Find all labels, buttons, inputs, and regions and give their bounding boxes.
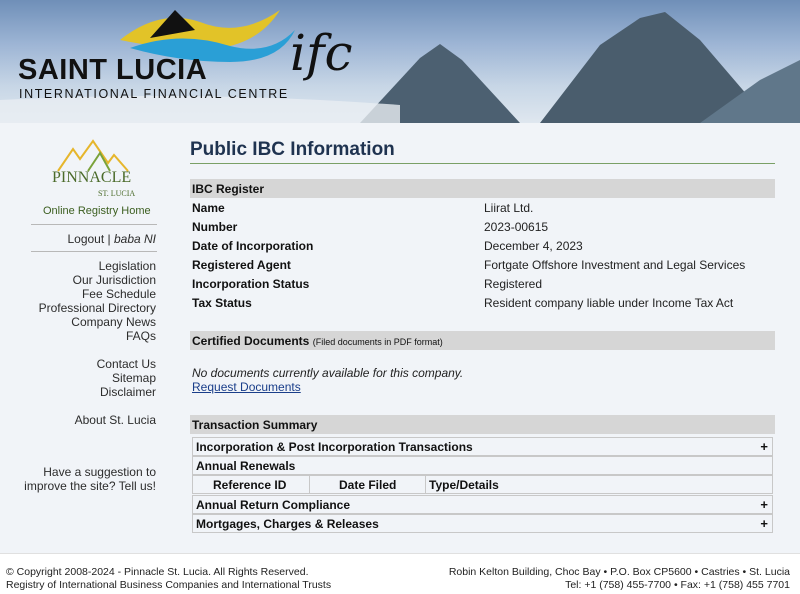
mortgages-charges-toggle[interactable] (192, 514, 773, 533)
expand-icon[interactable]: + (760, 516, 768, 531)
online-registry-home-link[interactable]: Online Registry Home (43, 205, 151, 217)
field-label: Incorporation Status (192, 277, 310, 291)
title-divider (190, 163, 775, 164)
sidebar-item-fee-schedule[interactable]: Fee Schedule (81, 287, 156, 301)
column-header-type-details: Type/Details (429, 478, 499, 492)
certified-documents-note: (Filed documents in PDF format) (312, 337, 443, 347)
footer-right (449, 566, 790, 592)
suggestion-link[interactable]: Have a suggestion to improve the site? Tell us! (24, 465, 156, 493)
pinnacle-logo-subtext: ST. LUCIA (98, 189, 136, 198)
sidebar-item-legislation[interactable]: Legislation (98, 259, 156, 273)
field-value: Fortgate Offshore Investment and Legal Services (484, 258, 746, 272)
field-label: Registered Agent (192, 258, 291, 272)
field-value: Liirat Ltd. (484, 201, 534, 215)
transaction-summary-heading: Transaction Summary (190, 415, 775, 434)
content (190, 123, 775, 553)
pinnacle-logo-text: PINNACLE (52, 169, 132, 186)
annual-return-compliance-toggle[interactable] (192, 495, 773, 514)
certified-documents-heading (190, 331, 775, 350)
logo-subtitle: INTERNATIONAL FINANCIAL CENTRE (19, 87, 289, 101)
field-row (192, 201, 775, 220)
expand-icon[interactable]: + (760, 439, 768, 454)
sidebar-item-our-jurisdiction[interactable]: Our Jurisdiction (72, 273, 156, 287)
field-label: Date of Incorporation (192, 239, 314, 253)
field-row (192, 296, 775, 315)
annual-return-compliance-label: Annual Return Compliance (196, 498, 351, 512)
saint-lucia-ifc-logo[interactable] (0, 0, 360, 123)
field-label: Tax Status (192, 296, 252, 310)
sidebar-item-about-st-lucia[interactable]: About St. Lucia (74, 413, 156, 427)
footer-contact: Tel: +1 (758) 455-7700 • Fax: +1 (758) 455 7701 (565, 579, 790, 591)
sidebar-item-disclaimer[interactable]: Disclaimer (99, 385, 156, 399)
page-title: Public IBC Information (190, 139, 395, 160)
field-row (192, 220, 775, 239)
logout-area: Logout | baba NI (67, 232, 156, 246)
sidebar-item-faqs[interactable]: FAQs (125, 329, 156, 343)
sidebar (0, 123, 170, 553)
certified-documents-title: Certified Documents (192, 334, 310, 348)
field-row (192, 258, 775, 277)
expand-icon[interactable]: + (760, 497, 768, 512)
incorporation-transactions-toggle[interactable] (192, 437, 773, 456)
username: baba NI (113, 232, 156, 246)
footer-copyright: © Copyright 2008-2024 - Pinnacle St. Lucia. All Rights Reserved. (6, 566, 309, 578)
column-divider (425, 476, 426, 493)
footer-address: Robin Kelton Building, Choc Bay • P.O. Box CP5600 • Castries • St. Lucia (448, 566, 790, 578)
field-row (192, 277, 775, 296)
field-label: Number (192, 220, 238, 234)
annual-renewals-label: Annual Renewals (196, 459, 296, 473)
site-footer (0, 553, 800, 594)
column-divider (309, 476, 310, 493)
site-header (0, 0, 800, 123)
field-value: December 4, 2023 (484, 239, 583, 253)
footer-registry: Registry of International Business Companies and International Trusts (6, 579, 332, 591)
column-header-date-filed: Date Filed (339, 478, 397, 492)
field-value: Resident company liable under Income Tax Act (484, 296, 734, 310)
footer-left (6, 566, 331, 592)
request-documents-link[interactable]: Request Documents (192, 380, 301, 394)
no-documents-message: No documents currently available for this company. (192, 366, 464, 380)
sidebar-item-sitemap[interactable]: Sitemap (111, 371, 156, 385)
field-value: 2023-00615 (484, 220, 549, 234)
sidebar-item-contact-us[interactable]: Contact Us (96, 357, 156, 371)
sidebar-divider (31, 251, 157, 252)
main-area (0, 123, 800, 553)
sidebar-item-professional-directory[interactable]: Professional Directory (38, 301, 156, 315)
annual-renewals-section (192, 456, 773, 475)
field-value: Registered (484, 277, 543, 291)
mortgages-charges-label: Mortgages, Charges & Releases (196, 517, 379, 531)
field-row (192, 239, 775, 258)
column-header-reference-id: Reference ID (213, 478, 287, 492)
ibc-register-heading: IBC Register (190, 179, 775, 198)
sidebar-item-company-news[interactable]: Company News (71, 315, 156, 329)
logo-title: SAINT LUCIA (18, 54, 208, 86)
logo-ifc-text: ifc (290, 24, 353, 82)
field-label: Name (192, 201, 225, 215)
logout-link[interactable]: Logout (67, 232, 105, 246)
annual-renewals-table-header (192, 475, 773, 494)
pinnacle-logo[interactable] (48, 137, 138, 197)
incorporation-transactions-label: Incorporation & Post Incorporation Transactions (196, 440, 473, 454)
sidebar-divider (31, 224, 157, 225)
